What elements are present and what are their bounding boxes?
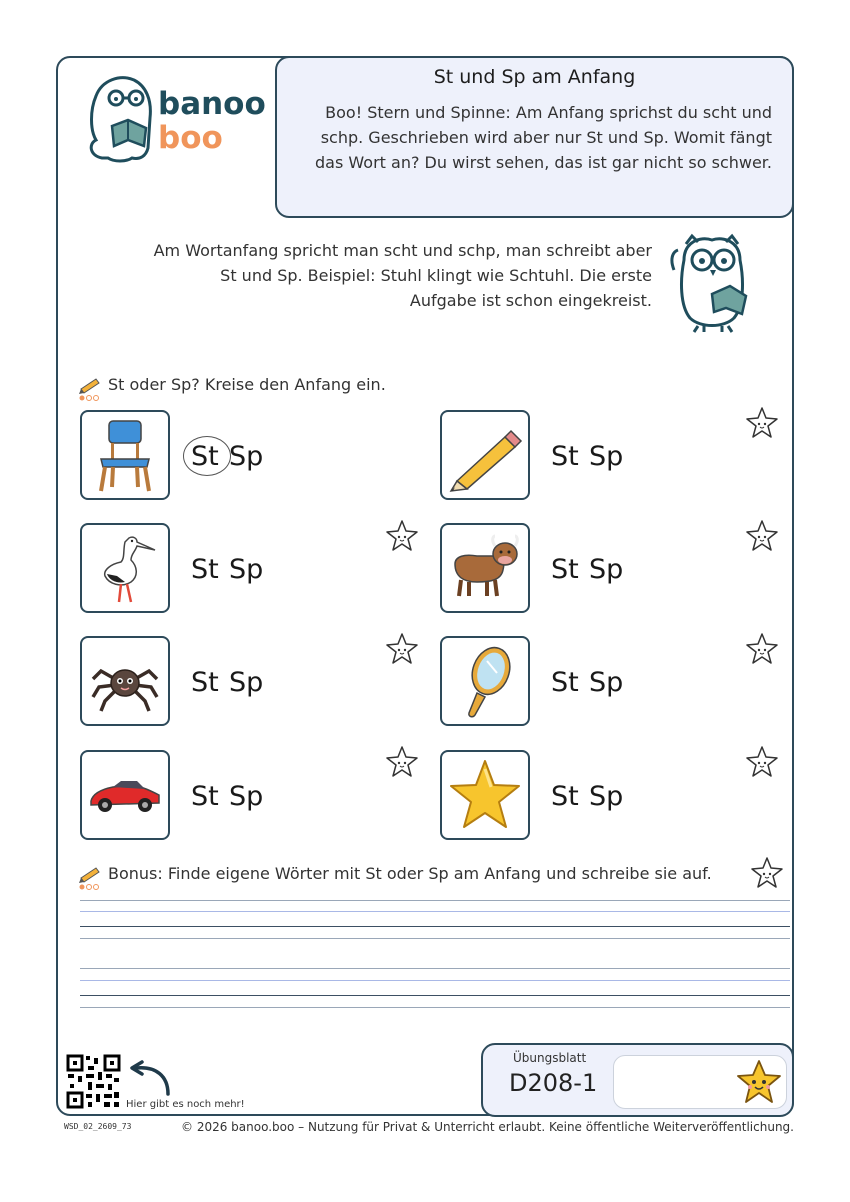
- intro-text: Boo! Stern und Spinne: Am Anfang sprichst du scht und schp. Geschrieben wird aber nur St und Sp. Womit fängt das Wort an? Du wirst sehen, das ist gar nicht so schwer.: [315, 103, 772, 172]
- logo-word-boo: boo: [158, 120, 223, 156]
- choice-st[interactable]: St: [191, 781, 219, 812]
- rating-star-icon: [385, 632, 419, 666]
- header-panel: [275, 56, 794, 218]
- choice-sp[interactable]: Sp: [229, 554, 264, 585]
- chair-icon: [87, 417, 163, 493]
- banoo-boo-logo: [82, 70, 267, 170]
- sheet-label: Übungsblatt: [513, 1051, 587, 1065]
- pencil-task-icon: [78, 864, 104, 890]
- pencil-task-icon: [78, 375, 104, 401]
- choice-st[interactable]: St: [191, 554, 219, 585]
- star-icon: [447, 757, 523, 833]
- hint-text: Am Wortanfang spricht man scht und schp, man schreibt aber St und Sp. Beispiel: Stuhl klingt wie Schtuhl. Die erste Aufgabe ist schon eingekreist.: [153, 241, 652, 310]
- picture-card-pencil: [440, 410, 530, 500]
- task-2-instruction: Bonus: Finde eigene Wörter mit St oder Sp am Anfang und schreibe sie auf.: [108, 864, 712, 883]
- rating-star-icon: [745, 519, 779, 553]
- picture-card-mirror: [440, 636, 530, 726]
- qr-code-icon[interactable]: [66, 1054, 121, 1109]
- choice-st[interactable]: St: [551, 781, 579, 812]
- rating-star-icon: [745, 632, 779, 666]
- more-link-text[interactable]: Hier gibt es noch mehr!: [126, 1099, 245, 1110]
- page-title: St und Sp am Anfang: [433, 66, 636, 88]
- choice-st[interactable]: St: [551, 554, 579, 585]
- picture-card-sportscar: [80, 750, 170, 840]
- rating-star-icon: [745, 745, 779, 779]
- logo-word-banoo: banoo: [158, 86, 266, 122]
- picture-card-spider: [80, 636, 170, 726]
- rating-star-icon: [745, 406, 779, 440]
- rating-star-icon: [385, 745, 419, 779]
- choice-st[interactable]: St: [191, 441, 219, 472]
- choice-sp[interactable]: Sp: [229, 781, 264, 812]
- smiling-star-icon: [736, 1059, 782, 1105]
- sheet-code: D208-1: [509, 1069, 598, 1097]
- stork-icon: [87, 530, 163, 606]
- picture-card-bull: [440, 523, 530, 613]
- spider-icon: [87, 643, 163, 719]
- copyright-text: © 2026 banoo.boo – Nutzung für Privat & Unterricht erlaubt. Keine öffentliche Weiterveröffentlichung.: [181, 1120, 794, 1134]
- choice-sp[interactable]: Sp: [589, 554, 624, 585]
- choice-st[interactable]: St: [551, 667, 579, 698]
- rating-star-icon: [750, 856, 784, 890]
- picture-card-star: [440, 750, 530, 840]
- choice-st[interactable]: St: [191, 667, 219, 698]
- picture-card-stork: [80, 523, 170, 613]
- rating-star-icon: [385, 519, 419, 553]
- sheet-id: WSD_02_2609_73: [64, 1122, 132, 1131]
- bull-icon: [447, 530, 523, 606]
- choice-st[interactable]: St: [551, 441, 579, 472]
- ghost-mascot-icon: [82, 70, 162, 170]
- mirror-icon: [447, 643, 523, 719]
- choice-sp[interactable]: Sp: [589, 441, 624, 472]
- curved-arrow-icon: [128, 1060, 176, 1096]
- sheet-info-panel: [481, 1043, 794, 1117]
- pencil-icon: [447, 417, 523, 493]
- choice-sp[interactable]: Sp: [589, 781, 624, 812]
- task-1-instruction: St oder Sp? Kreise den Anfang ein.: [108, 375, 386, 394]
- choice-sp[interactable]: Sp: [589, 667, 624, 698]
- owl-mascot-icon: [664, 230, 760, 334]
- choice-sp[interactable]: Sp: [229, 667, 264, 698]
- score-field[interactable]: [613, 1055, 787, 1109]
- circle-marker: [183, 436, 231, 476]
- picture-card-chair: [80, 410, 170, 500]
- choice-sp[interactable]: Sp: [229, 441, 264, 472]
- sportscar-icon: [87, 757, 163, 833]
